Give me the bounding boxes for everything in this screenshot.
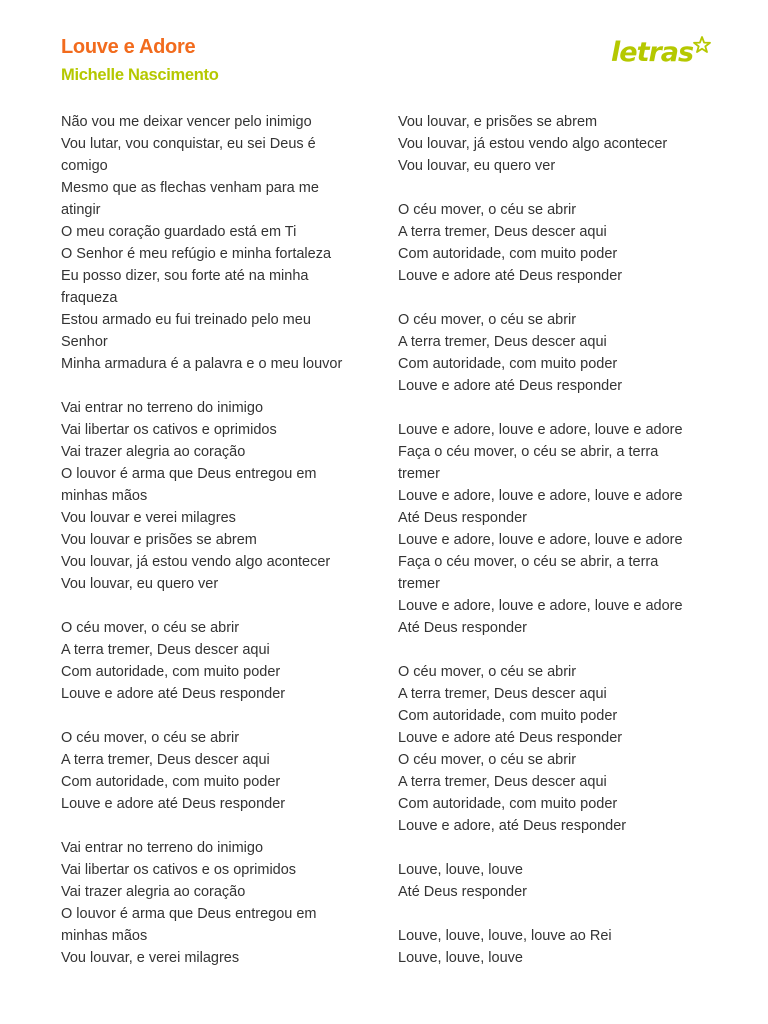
lyric-line: Até Deus responder xyxy=(398,620,527,636)
lyric-line: A terra tremer, Deus descer aqui xyxy=(398,224,607,240)
lyric-line: Vou louvar, já estou vendo algo acontecer xyxy=(61,554,331,570)
lyric-line: O céu mover, o céu se abrir xyxy=(398,752,577,768)
lyrics-stanza xyxy=(61,111,351,375)
lyric-line: fraqueza xyxy=(61,290,118,306)
lyric-line: O céu mover, o céu se abrir xyxy=(61,620,240,636)
lyric-line: O céu mover, o céu se abrir xyxy=(398,664,577,680)
lyric-line: Louve, louve, louve, louve ao Rei xyxy=(398,928,612,944)
lyric-line: A terra tremer, Deus descer aqui xyxy=(61,642,270,658)
lyrics-stanza xyxy=(398,111,716,177)
letras-logo xyxy=(611,34,711,70)
lyric-line: Vai entrar no terreno do inimigo xyxy=(61,840,264,856)
lyric-line: Vou louvar, e verei milagres xyxy=(61,950,240,966)
lyric-line: Com autoridade, com muito poder xyxy=(398,796,618,812)
lyric-line: Até Deus responder xyxy=(398,884,527,900)
lyric-line: Mesmo que as flechas venham para me xyxy=(61,180,319,196)
lyric-line: Louve e adore, louve e adore, louve e adore xyxy=(398,598,683,614)
lyric-line: Vai trazer alegria ao coração xyxy=(61,444,246,460)
lyric-line: O louvor é arma que Deus entregou em xyxy=(61,906,317,922)
lyric-line: Faça o céu mover, o céu se abrir, a terra xyxy=(398,554,659,570)
lyric-line: Louve e adore até Deus responder xyxy=(398,268,623,284)
lyric-line: Vou louvar, eu quero ver xyxy=(61,576,219,592)
lyric-line: Estou armado eu fui treinado pelo meu xyxy=(61,312,311,328)
lyric-line: comigo xyxy=(61,158,108,174)
lyric-line: tremer xyxy=(398,576,440,592)
lyric-line: Faça o céu mover, o céu se abrir, a terra xyxy=(398,444,659,460)
lyrics-stanza xyxy=(398,419,716,639)
lyric-line: Vai trazer alegria ao coração xyxy=(61,884,246,900)
lyric-line: Vai libertar os cativos e oprimidos xyxy=(61,422,277,438)
song-artist: Michelle Nascimento xyxy=(61,66,219,84)
lyric-line: Louve e adore, até Deus responder xyxy=(398,818,627,834)
lyric-line: Vou louvar e verei milagres xyxy=(61,510,236,526)
lyric-line: O meu coração guardado está em Ti xyxy=(61,224,297,240)
lyric-line: Louve e adore até Deus responder xyxy=(398,378,623,394)
lyric-line: A terra tremer, Deus descer aqui xyxy=(61,752,270,768)
lyric-line: Vai libertar os cativos e os oprimidos xyxy=(61,862,297,878)
logo-text: letras xyxy=(611,37,694,68)
lyric-line: Vou louvar e prisões se abrem xyxy=(61,532,257,548)
song-title: Louve e Adore xyxy=(61,36,196,58)
star-icon xyxy=(694,37,710,52)
lyric-line: Louve e adore até Deus responder xyxy=(61,686,286,702)
lyrics-stanza xyxy=(61,837,351,969)
lyric-line: O Senhor é meu refúgio e minha fortaleza xyxy=(61,246,332,262)
lyrics-column-left xyxy=(61,111,351,991)
lyric-line: Vou lutar, vou conquistar, eu sei Deus é xyxy=(61,136,316,152)
lyrics-stanza xyxy=(61,397,351,595)
lyric-line: Com autoridade, com muito poder xyxy=(61,664,281,680)
lyric-line: Minha armadura é a palavra e o meu louvor xyxy=(61,356,343,372)
lyric-line: minhas mãos xyxy=(61,928,148,944)
lyric-line: Com autoridade, com muito poder xyxy=(398,356,618,372)
lyric-line: Senhor xyxy=(61,334,108,350)
lyric-line: Louve e adore, louve e adore, louve e adore xyxy=(398,422,683,438)
lyric-line: atingir xyxy=(61,202,101,218)
lyric-line: O céu mover, o céu se abrir xyxy=(398,202,577,218)
lyric-line: Eu posso dizer, sou forte até na minha xyxy=(61,268,309,284)
lyrics-stanza xyxy=(398,661,716,837)
lyric-line: A terra tremer, Deus descer aqui xyxy=(398,774,607,790)
lyric-line: O céu mover, o céu se abrir xyxy=(398,312,577,328)
lyric-line: O céu mover, o céu se abrir xyxy=(61,730,240,746)
lyric-line: Vou louvar, eu quero ver xyxy=(398,158,556,174)
lyrics-stanza xyxy=(398,309,716,397)
lyric-line: A terra tremer, Deus descer aqui xyxy=(398,334,607,350)
lyric-line: Louve e adore até Deus responder xyxy=(398,730,623,746)
song-header xyxy=(61,34,721,94)
lyrics-stanza xyxy=(398,925,716,969)
lyric-line: Vai entrar no terreno do inimigo xyxy=(61,400,264,416)
lyric-line: Até Deus responder xyxy=(398,510,527,526)
lyric-line: Com autoridade, com muito poder xyxy=(61,774,281,790)
lyrics-stanza xyxy=(61,617,351,705)
lyric-line: Louve e adore, louve e adore, louve e adore xyxy=(398,532,683,548)
lyrics-stanza xyxy=(398,199,716,287)
lyric-line: tremer xyxy=(398,466,440,482)
lyrics-stanza xyxy=(61,727,351,815)
lyric-line: Com autoridade, com muito poder xyxy=(398,246,618,262)
lyric-line: Louve, louve, louve xyxy=(398,950,523,966)
lyric-line: Com autoridade, com muito poder xyxy=(398,708,618,724)
lyric-line: Vou louvar, já estou vendo algo acontecer xyxy=(398,136,668,152)
lyric-line: Não vou me deixar vencer pelo inimigo xyxy=(61,114,312,130)
lyric-line: Louve e adore até Deus responder xyxy=(61,796,286,812)
lyric-line: Louve e adore, louve e adore, louve e adore xyxy=(398,488,683,504)
lyric-line: Louve, louve, louve xyxy=(398,862,523,878)
lyric-line: A terra tremer, Deus descer aqui xyxy=(398,686,607,702)
lyric-line: O louvor é arma que Deus entregou em xyxy=(61,466,317,482)
lyric-line: Vou louvar, e prisões se abrem xyxy=(398,114,598,130)
lyrics-stanza xyxy=(398,859,716,903)
lyrics-column-right xyxy=(398,111,716,991)
lyric-line: minhas mãos xyxy=(61,488,148,504)
